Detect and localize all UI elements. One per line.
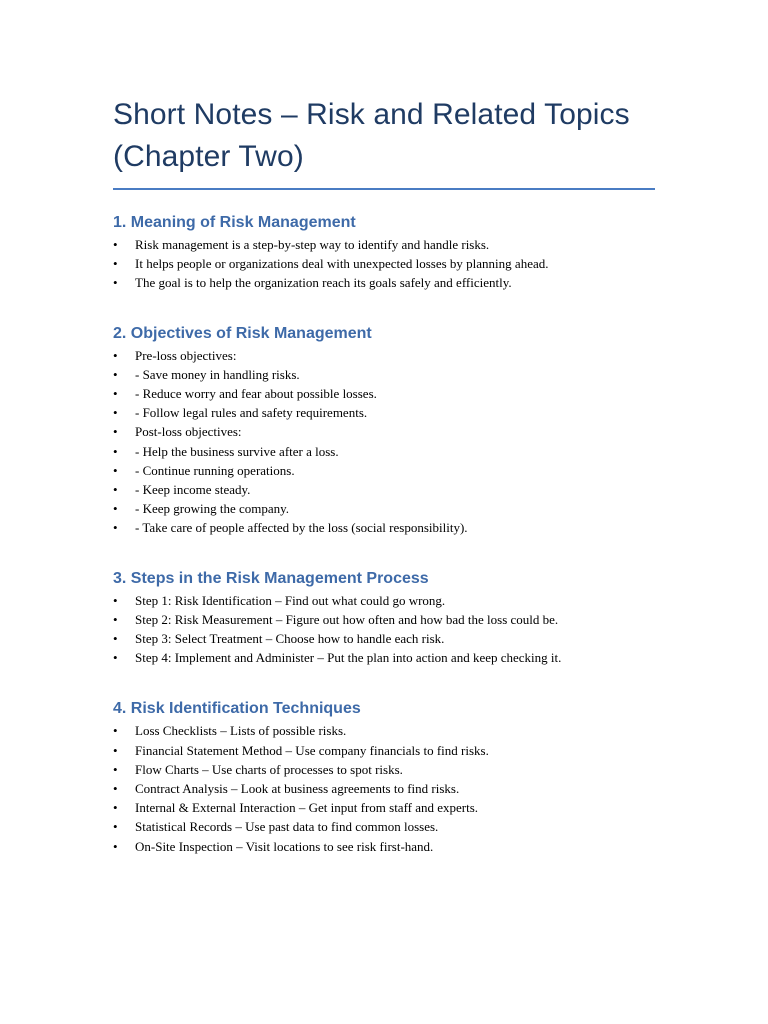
list-item: [113, 442, 656, 461]
title-divider: [113, 188, 655, 190]
list-item-text: Flow Charts – Use charts of processes to spot risks.: [135, 761, 403, 777]
list-item-text: - Follow legal rules and safety requirements.: [135, 405, 368, 421]
list-item-text: Pre-loss objectives:: [135, 347, 237, 363]
section-objectives-of-risk-management: [113, 324, 656, 538]
list-item-text: Step 2: Risk Measurement – Figure out how often and how bad the loss could be.: [135, 611, 559, 627]
bullet-list: [113, 235, 656, 293]
bullet-list: [113, 721, 656, 855]
list-item: [113, 480, 656, 499]
bullet-icon: •: [113, 424, 118, 440]
list-item-text: Step 3: Select Treatment – Choose how to handle each risk.: [135, 631, 445, 647]
section-heading: 1. Meaning of Risk Management: [113, 214, 356, 231]
bullet-icon: •: [113, 501, 118, 517]
list-item: [113, 346, 656, 365]
bullet-icon: •: [113, 275, 118, 291]
list-item-text: - Keep income steady.: [135, 482, 251, 498]
list-item-text: - Help the business survive after a loss.: [135, 443, 339, 459]
bullet-icon: •: [113, 838, 118, 854]
bullet-icon: •: [113, 819, 118, 835]
list-item: [113, 817, 656, 836]
document-title-line-1: Short Notes – Risk and Related Topics: [113, 98, 630, 131]
list-item: [113, 721, 656, 740]
list-item: [113, 591, 656, 610]
section-risk-identification-techniques: [113, 699, 656, 855]
list-item-text: - Keep growing the company.: [135, 501, 290, 517]
bullet-icon: •: [113, 742, 118, 758]
list-item-text: - Continue running operations.: [135, 462, 295, 478]
list-item: [113, 235, 656, 254]
list-item-text: Statistical Records – Use past data to find common losses.: [135, 819, 439, 835]
list-item-text: - Reduce worry and fear about possible losses.: [135, 386, 377, 402]
list-item-text: Financial Statement Method – Use company financials to find risks.: [135, 742, 489, 758]
document-title: [113, 94, 656, 178]
list-item: [113, 461, 656, 480]
list-item-text: It helps people or organizations deal with unexpected losses by planning ahead.: [135, 256, 549, 272]
list-item: [113, 798, 656, 817]
list-item-text: Post-loss objectives:: [135, 424, 242, 440]
list-item: [113, 422, 656, 441]
list-item: [113, 254, 656, 273]
bullet-icon: •: [113, 800, 118, 816]
bullet-list: [113, 346, 656, 538]
bullet-icon: •: [113, 592, 118, 608]
list-item: [113, 779, 656, 798]
bullet-icon: •: [113, 781, 118, 797]
list-item: [113, 365, 656, 384]
list-item: [113, 518, 656, 537]
list-item-text: Step 4: Implement and Administer – Put the plan into action and keep checking it.: [135, 650, 562, 666]
bullet-icon: •: [113, 631, 118, 647]
list-item-text: Internal & External Interaction – Get input from staff and experts.: [135, 800, 479, 816]
list-item: [113, 741, 656, 760]
list-item: [113, 403, 656, 422]
section-steps-in-risk-management-process: [113, 569, 656, 668]
bullet-icon: •: [113, 723, 118, 739]
list-item-text: - Save money in handling risks.: [135, 366, 300, 382]
bullet-icon: •: [113, 650, 118, 666]
bullet-icon: •: [113, 462, 118, 478]
list-item-text: Step 1: Risk Identification – Find out what could go wrong.: [135, 592, 446, 608]
bullet-icon: •: [113, 256, 118, 272]
list-item-text: - Take care of people affected by the loss (social responsibility).: [135, 520, 468, 536]
list-item-text: On-Site Inspection – Visit locations to see risk first-hand.: [135, 838, 434, 854]
section-meaning-of-risk-management: [113, 213, 656, 293]
list-item: [113, 499, 656, 518]
bullet-icon: •: [113, 761, 118, 777]
list-item-text: Loss Checklists – Lists of possible risks.: [135, 723, 347, 739]
bullet-icon: •: [113, 386, 118, 402]
list-item: [113, 760, 656, 779]
bullet-icon: •: [113, 520, 118, 536]
list-item-text: Risk management is a step-by-step way to identify and handle risks.: [135, 237, 490, 252]
section-heading: 4. Risk Identification Techniques: [113, 700, 361, 718]
bullet-icon: •: [113, 405, 118, 421]
bullet-icon: •: [113, 443, 118, 459]
bullet-icon: •: [113, 237, 118, 252]
list-item: [113, 610, 656, 629]
list-item: [113, 648, 656, 667]
bullet-list: [113, 591, 656, 668]
list-item: [113, 837, 656, 856]
list-item: [113, 273, 656, 292]
bullet-icon: •: [113, 611, 118, 627]
section-heading: 3. Steps in the Risk Management Process: [113, 569, 429, 587]
section-heading: 2. Objectives of Risk Management: [113, 324, 372, 342]
bullet-icon: •: [113, 366, 118, 382]
list-item: [113, 629, 656, 648]
bullet-icon: •: [113, 347, 118, 363]
list-item-text: The goal is to help the organization reach its goals safely and efficiently.: [135, 275, 512, 291]
document-title-line-2: (Chapter Two): [113, 140, 304, 173]
list-item-text: Contract Analysis – Look at business agreements to find risks.: [135, 781, 460, 797]
bullet-icon: •: [113, 482, 118, 498]
list-item: [113, 384, 656, 403]
